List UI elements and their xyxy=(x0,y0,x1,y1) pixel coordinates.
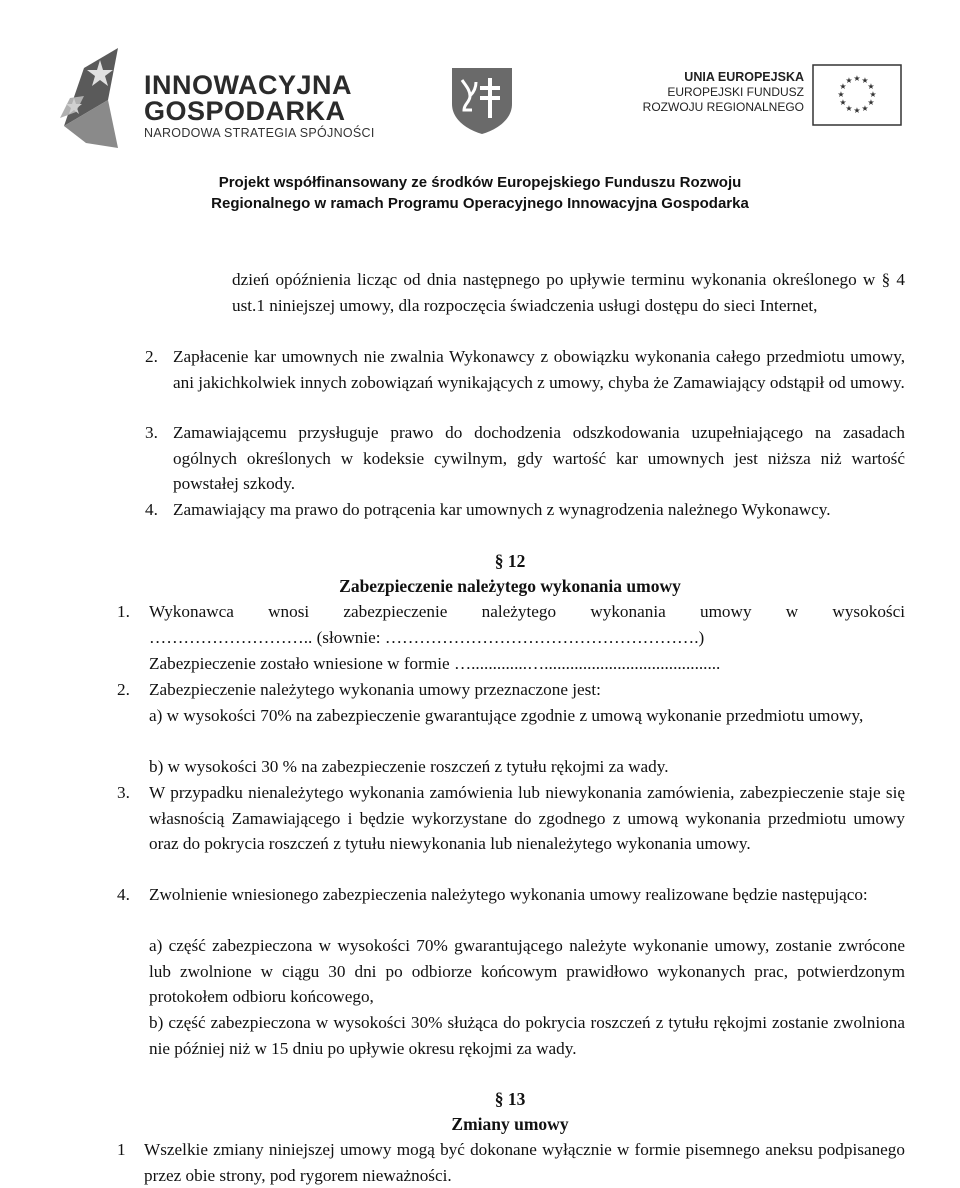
voivodeship-coat-of-arms-icon xyxy=(450,66,514,136)
s12-4-number: 4. xyxy=(117,885,130,904)
ig-title-line1: INNOWACYJNA xyxy=(144,70,353,100)
svg-text:★: ★ xyxy=(839,82,847,91)
section-13-number: § 13 xyxy=(494,1089,526,1109)
section-12-number: § 12 xyxy=(494,551,526,571)
eu-text-block xyxy=(600,70,804,115)
ig-title-line2: GOSPODARKA xyxy=(144,96,346,126)
s12-2-number: 2. xyxy=(117,680,130,699)
paragraph-3: Zamawiającemu przysługuje prawo do dochodzenia odszkodowania uzupełniającego na zasadach ogólnych określonych w kodeksie cywilnym, gdy wartość kar umownych jest niższa niż wartość powstałej szkody. xyxy=(173,423,905,493)
s12-2-text: Zabezpieczenie należytego wykonania umowy przeznaczone jest: xyxy=(149,680,601,699)
s12-3-number: 3. xyxy=(117,783,130,802)
paragraph-2: Zapłacenie kar umownych nie zwalnia Wykonawcy z obowiązku wykonania całego przedmiotu umowy, ani jakichkolwiek innych zobowiązań wynikających z umowy, chyba że Zamawiający odstąpił od umowy. xyxy=(173,347,905,392)
s12-4b: b) część zabezpieczona w wysokości 30% służąca do pokrycia roszczeń z tytułu rękojmi zostanie zwolniona nie później niż w 15 dniu po upływie okresu rękojmi za wady. xyxy=(149,1013,905,1058)
svg-text:★: ★ xyxy=(853,74,861,83)
ig-subtitle: NARODOWA STRATEGIA SPÓJNOŚCI xyxy=(144,126,375,140)
s13-1-text: Wszelkie zmiany niniejszej umowy mogą być dokonane wyłącznie w formie pisemnego aneksu podpisanego przez obie strony, pod rygorem nieważności. xyxy=(144,1140,905,1185)
s12-1-line2: ……………………….. (słownie: ……………………………………………….) xyxy=(149,628,705,647)
star-logo-icon xyxy=(56,48,142,148)
eu-flag-icon xyxy=(812,64,902,126)
p2-number: 2. xyxy=(145,347,158,366)
intro-paragraph: dzień opóźnienia licząc od dnia następnego po upływie terminu wykonania określonego w § 4 ust.1 niniejszej umowy, dla rozpoczęcia świadczenia usługi dostępu do sieci Internet, xyxy=(232,270,905,315)
eu-line2: EUROPEJSKI FUNDUSZ xyxy=(667,85,804,99)
project-line2: Regionalnego w ramach Programu Operacyjnego Innowacyjna Gospodarka xyxy=(211,195,749,212)
svg-text:★: ★ xyxy=(861,104,869,113)
s12-1-line3: Zabezpieczenie zostało wniesione w formie ….............…......................................... xyxy=(149,654,721,673)
p3-number: 3. xyxy=(145,423,158,442)
p4-number: 4. xyxy=(145,500,158,519)
s13-1-number: 1 xyxy=(117,1140,126,1159)
project-line1: Projekt współfinansowany ze środków Europejskiego Funduszu Rozwoju xyxy=(218,174,742,191)
eu-line1: UNIA EUROPEJSKA xyxy=(684,70,804,84)
svg-text:★: ★ xyxy=(837,90,845,99)
s12-4a: a) część zabezpieczona w wysokości 70% gwarantującego należyte wykonanie umowy, zostanie zwrócone lub zwolnione w ciągu 30 dni po odbiorze końcowym prawidłowo wykonanych prac, potwierdzonym protokołem odbioru końcowego, xyxy=(149,936,905,1006)
svg-text:★: ★ xyxy=(853,106,861,115)
project-statement xyxy=(120,172,840,214)
s12-3-text: W przypadku nienależytego wykonania zamówienia lub niewykonania zamówienia, zabezpieczenie staje się własnością Zamawiającego i będzie wykorzystane do zgodnego z umową wykonania przedmiotu umowy oraz do pokrycia roszczeń z tytułu niewykonania lub nienależytego wykonania umowy. xyxy=(149,783,905,853)
svg-text:★: ★ xyxy=(845,76,853,85)
paragraph-4: Zamawiający ma prawo do potrącenia kar umownych z wynagrodzenia należnego Wykonawcy. xyxy=(173,500,831,519)
s12-1-line1: Wykonawca wnosi zabezpieczenie należytego wykonania umowy w wysokości xyxy=(149,602,905,621)
svg-text:★: ★ xyxy=(839,98,847,107)
s12-1-number: 1. xyxy=(117,602,130,621)
svg-text:★: ★ xyxy=(867,82,875,91)
svg-text:★: ★ xyxy=(867,98,875,107)
logo-innowacyjna-gospodarka xyxy=(56,48,376,148)
svg-text:★: ★ xyxy=(845,104,853,113)
s12-4-text: Zwolnienie wniesionego zabezpieczenia należytego wykonania umowy realizowane będzie następująco: xyxy=(149,885,868,904)
svg-text:★: ★ xyxy=(869,90,877,99)
s12-2a: a) w wysokości 70% na zabezpieczenie gwarantujące zgodnie z umową wykonanie przedmiotu umowy, xyxy=(149,706,864,725)
svg-text:★: ★ xyxy=(861,76,869,85)
section-12-title: Zabezpieczenie należytego wykonania umowy xyxy=(339,576,681,596)
s12-2b: b) w wysokości 30 % na zabezpieczenie roszczeń z tytułu rękojmi za wady. xyxy=(149,757,669,776)
section-13-title: Zmiany umowy xyxy=(451,1114,569,1134)
eu-line3: ROZWOJU REGIONALNEGO xyxy=(642,100,804,114)
